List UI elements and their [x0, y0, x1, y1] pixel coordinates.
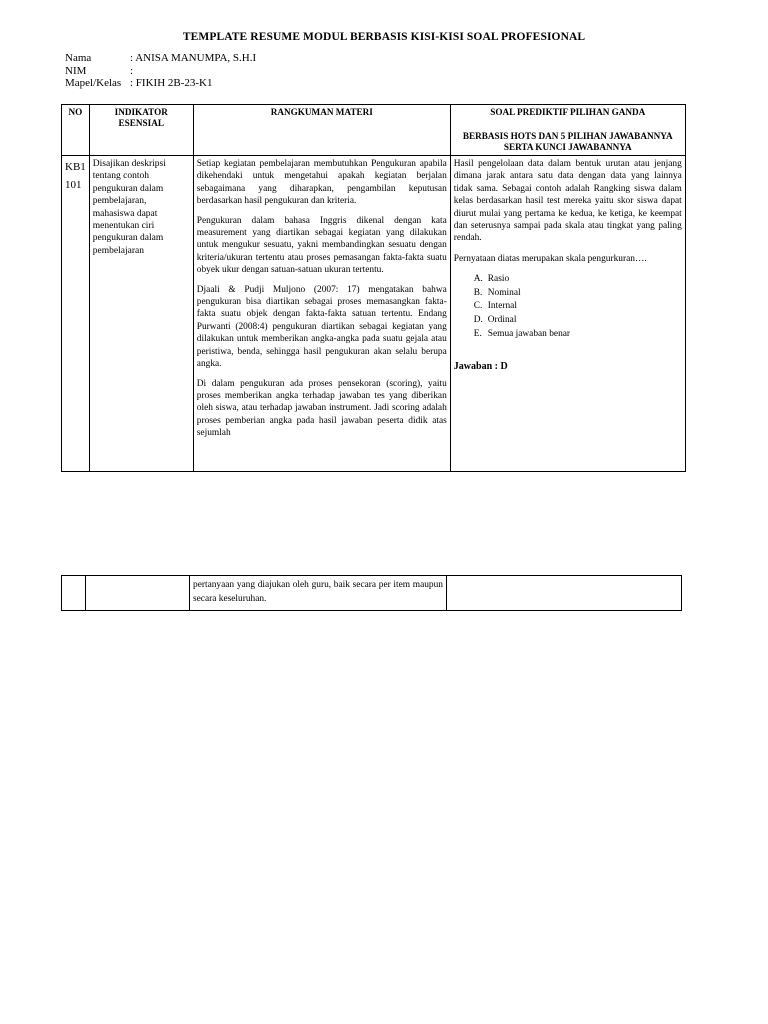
cell-soal [450, 156, 685, 472]
identity-label: Nama [65, 52, 92, 64]
answer-options [454, 273, 682, 341]
cell-soal [447, 576, 682, 611]
cell-indikator: Disajikan deskripsi tentang contoh pengukuran dalam pembelajaran, mahasiswa dapat menentukan ciri pengukuran dalam pembelajaran [89, 156, 193, 472]
option-letter: A. [473, 274, 483, 285]
table-row [62, 576, 682, 611]
rangkuman-paragraph: Di dalam pengukuran ada proses pensekoran (scoring), yaitu proses memberikan angka terhadap jawaban tes yang diberikan oleh siswa, atau terhadap jawaban instrument. Jadi scoring adalah proses pemberian angka pada hasil jawaban peserta didik atas sejumlah [196, 378, 447, 439]
rangkuman-paragraph: Pengukuran dalam bahasa Inggris dikenal dengan kata measurement yang diartikan sebagai kegiatan yang dilakukan untuk mengukur sesuatu, yakni membandingkan sesuatu dengan kriteria/ukuran tertentu atau proses pemasangan fakta-fakta suatu obyek ukur dengan satuan-satuan ukuran tertentu. [196, 215, 447, 276]
answer-option [474, 287, 682, 301]
resume-table [61, 104, 686, 472]
table-header-row [62, 105, 686, 156]
option-text: Semua jawaban benar [487, 328, 571, 339]
answer-option [474, 314, 682, 328]
answer-key: Jawaban : D [453, 361, 508, 373]
header-soal-line1: SOAL PREDIKTIF PILIHAN GANDA [490, 107, 646, 117]
answer-option [474, 273, 682, 287]
identity-row-nim [65, 65, 256, 78]
option-letter: B. [473, 287, 483, 298]
cell-rangkuman [190, 576, 447, 611]
identity-label: Mapel/Kelas [65, 77, 122, 90]
row-code: KB1 [65, 161, 86, 173]
option-text: Rasio [487, 274, 510, 285]
header-indikator: INDIKATOR ESENSIAL [89, 105, 193, 156]
identity-value: : [130, 64, 134, 77]
row-number: 101 [65, 179, 82, 191]
identity-block [65, 52, 256, 90]
header-rangkuman: RANGKUMAN MATERI [193, 105, 450, 156]
option-letter: C. [473, 301, 483, 312]
identity-value: : FIKIH 2B-23-K1 [130, 77, 213, 90]
identity-value: : ANISA MANUMPA, S.H.I [130, 52, 257, 64]
option-text: Ordinal [487, 315, 517, 326]
identity-row-nama [65, 52, 256, 65]
question-stem: Hasil pengelolaan data dalam bentuk urutan atau jenjang dimana jarak antara satu data dengan data yang lainnya tidak sama. Sebagai contoh adalah Rangking siswa dalam kelas berdasarkan hasil test mereka yaitu skor siswa dapat diurut mulai yang pertama ke kedua, ke ketiga, ke keempat dan seterusnya sampai pada skala atau tingkat yang paling rendah. [453, 159, 682, 244]
option-text: Nominal [487, 287, 521, 298]
rangkuman-paragraph: Setiap kegiatan pembelajaran membutuhkan Pengukuran apabila dikehendaki untuk mengetahui apakah kegiatan berjalan sebagaimana yang diharapkan, pengambilan keputusan berdasarkan hasil pengukuran dan kriteria. [196, 159, 447, 207]
option-letter: D. [473, 315, 483, 326]
header-no: NO [62, 105, 90, 156]
option-letter: E. [473, 328, 482, 339]
cell-indikator [86, 576, 190, 611]
rangkuman-continuation: pertanyaan yang diajukan oleh guru, baik secara per item maupun secara keseluruhan. [193, 580, 443, 604]
header-soal [450, 105, 685, 156]
identity-row-mapel-kelas [65, 77, 256, 90]
cell-rangkuman [193, 156, 450, 472]
continuation-table [61, 575, 682, 611]
cell-no [62, 576, 86, 611]
rangkuman-paragraph: Djaali & Pudji Muljono (2007: 17) mengatakan bahwa pengukuran bisa diartikan sebagai proses memasangkan fakta-fakta suatu objek dengan fakta-fakta satuan tertentu. Endang Purwanti (2008:4) pengukuran diartikan sebagai kegiatan yang dilakukan untuk memberikan angka-angka pada suatu gejala atau peristiwa, benda, sehingga hasil pengukuran akan selalu berupa angka. [196, 284, 447, 370]
cell-no [62, 156, 90, 472]
table-row [62, 156, 686, 472]
identity-label: NIM [65, 64, 87, 77]
answer-option [474, 328, 682, 342]
question-prompt: Pernyataan diatas merupakan skala pengurkuran…. [453, 253, 647, 264]
option-text: Internal [487, 301, 517, 312]
answer-option [474, 300, 682, 314]
header-soal-line2: BERBASIS HOTS DAN 5 PILIHAN JAWABANNYA SERTA KUNCI JAWABANNYA [462, 131, 673, 152]
document-title: TEMPLATE RESUME MODUL BERBASIS KISI-KISI SOAL PROFESIONAL [182, 31, 586, 43]
